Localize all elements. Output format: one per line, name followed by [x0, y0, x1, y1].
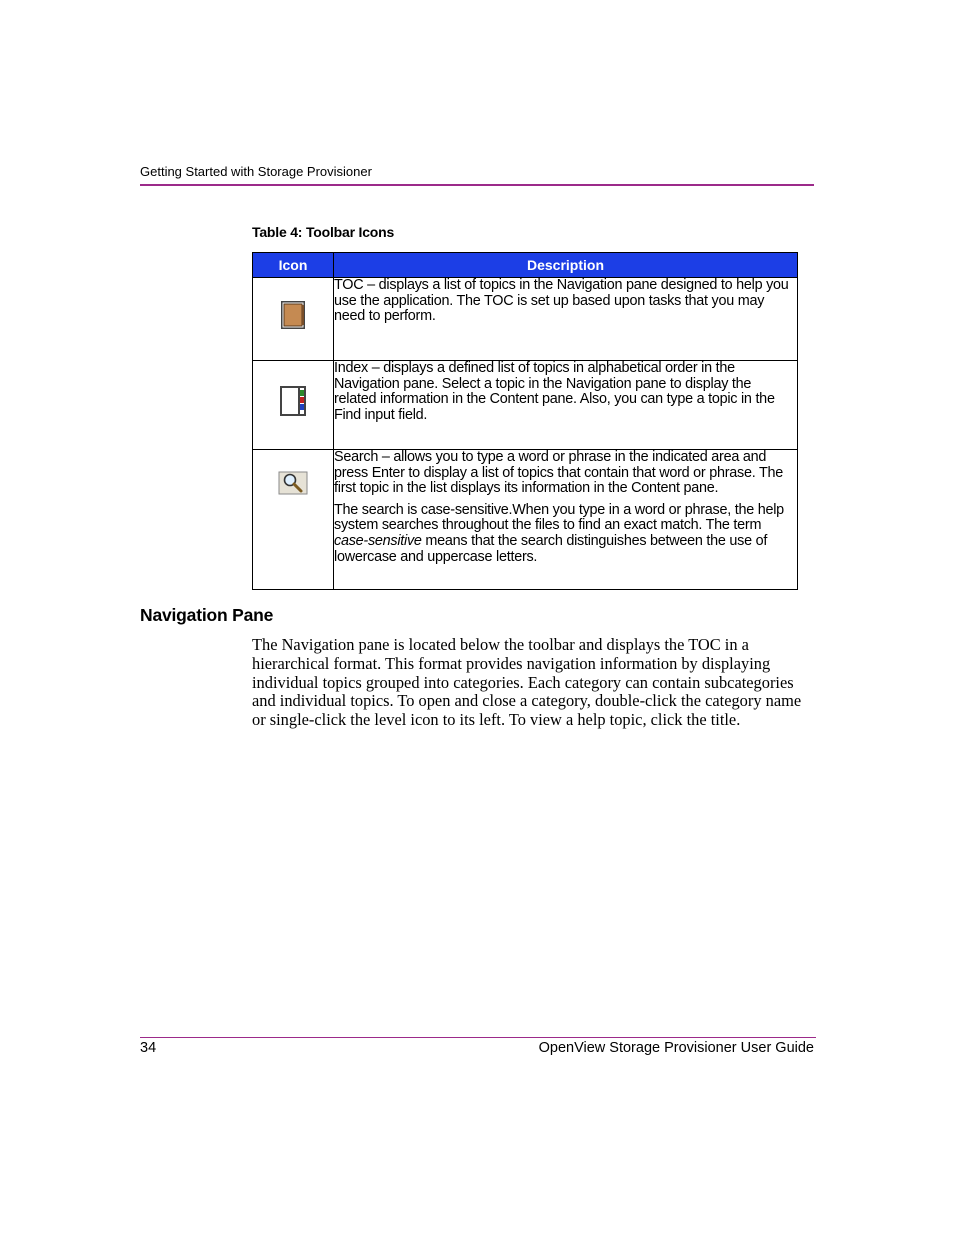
description-text-segment: means that the search distinguishes between the use of lowercase and uppercase letters.	[334, 532, 768, 565]
section-heading: Navigation Pane	[140, 605, 274, 625]
toolbar-icons-table	[252, 252, 798, 590]
emphasized-term: case-sensitive	[334, 532, 422, 549]
table-header-row	[253, 253, 798, 278]
table-caption: Table 4: Toolbar Icons	[252, 224, 395, 240]
description-text	[334, 503, 797, 565]
description-text-segment: Index – displays a defined list of topics in alphabetical order in the Navigation pane. Select a topic in the Navigation pane to display the related information in the Content pane. Also, you can type a topic in the	[334, 360, 775, 408]
footer-rule	[140, 1037, 816, 1038]
table-row	[253, 278, 798, 361]
column-header-description: Description	[334, 253, 798, 278]
table-row	[253, 361, 798, 450]
icon-cell	[253, 278, 334, 361]
description-text-segment: to display a list of topics that contain that word or phrase. The first topic in the list displays its information in the Content pane.	[334, 464, 784, 497]
running-head: Getting Started with Storage Provisioner	[140, 164, 372, 179]
description-cell	[334, 278, 798, 361]
description-text-segment: TOC – displays a list of topics in the Navigation pane designed to help you use the application. The TOC is set up based upon tasks that you may need to perform.	[334, 277, 789, 325]
body-paragraph: The Navigation pane is located below the toolbar and displays the TOC in a hierarchical format. This format provides navigation information by displaying individual topics grouped into categories. Each category can contain subcategories and individual topics. To open and close a category, double-click the category name or single-click the level icon to its left. To view a help topic, click the title.	[252, 635, 802, 730]
ui-term-enter: Enter	[371, 464, 405, 481]
ui-term-find: Find	[334, 406, 361, 423]
description-text	[334, 361, 797, 423]
description-cell	[334, 450, 798, 590]
magnifier-icon	[278, 471, 308, 495]
description-cell	[334, 361, 798, 450]
table-row	[253, 450, 798, 590]
index-icon	[279, 385, 307, 417]
icon-cell	[253, 450, 334, 590]
column-header-icon: Icon	[253, 253, 334, 278]
guide-title: OpenView Storage Provisioner User Guide	[538, 1040, 814, 1056]
toc-book-icon	[279, 299, 307, 331]
description-text	[334, 450, 797, 497]
description-text-segment: Search – allows you to type a word or phrase in the indicated area and press	[334, 449, 767, 481]
description-text	[334, 278, 797, 325]
icon-cell	[253, 361, 334, 450]
header-rule	[140, 184, 814, 186]
page-number: 34	[140, 1040, 157, 1056]
description-text-segment: input field.	[360, 406, 428, 423]
description-text-segment: The search is case-sensitive.When you type in a word or phrase, the help system searches throughout the files to find an exact match. The term	[334, 501, 784, 534]
